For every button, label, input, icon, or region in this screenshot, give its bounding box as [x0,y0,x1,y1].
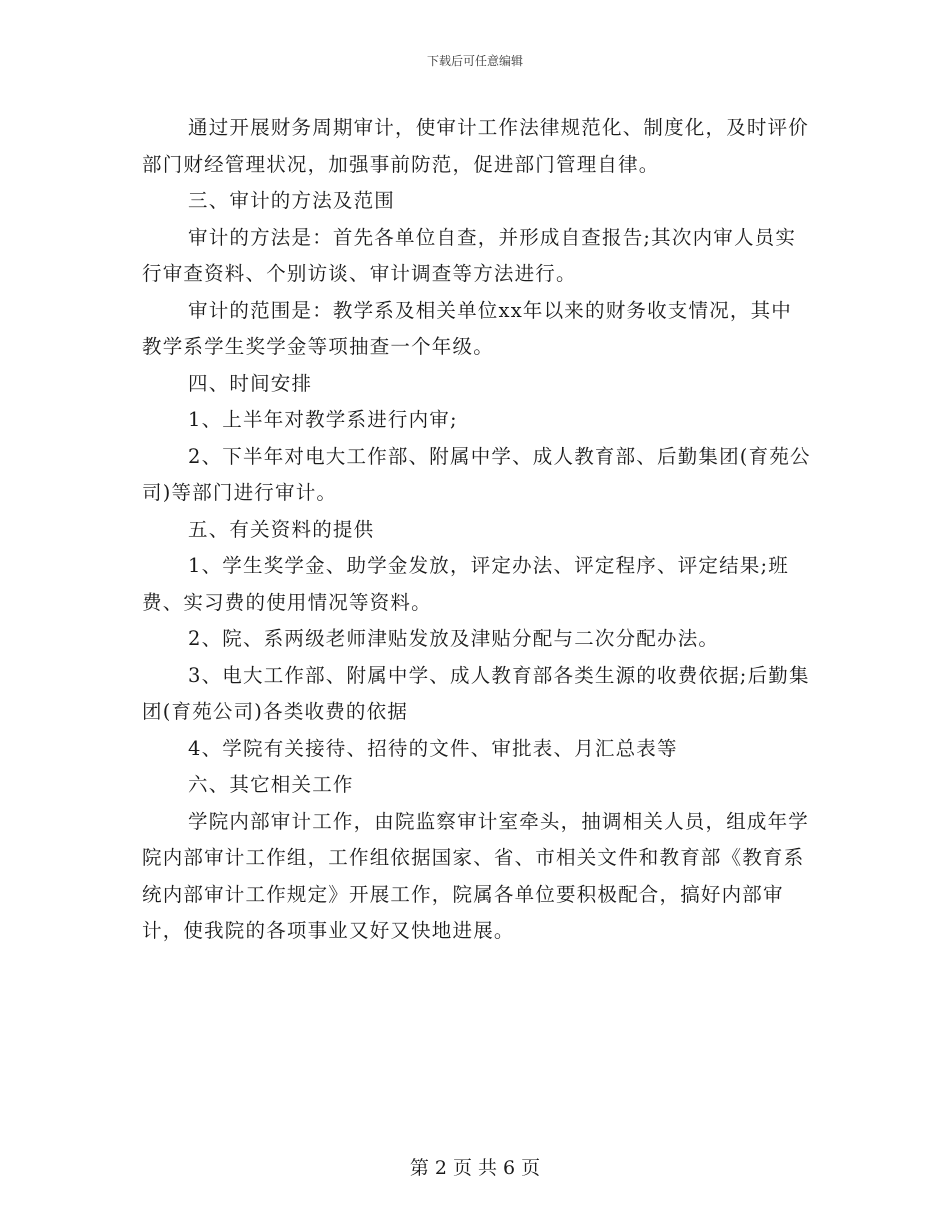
section-heading: 三、审计的方法及范围 [188,189,396,212]
document-body [142,110,812,950]
paragraph: 审计的方法是：首先各单位自查，并形成自查报告;其次内审人员实行审查资料、个别访谈、审计调查等方法进行。 [142,225,797,285]
paragraph: 审计的范围是：教学系及相关单位xx年以来的财务收支情况，其中教学系学生奖学金等项抽查一个年级。 [142,298,792,358]
section-heading: 四、时间安排 [188,371,313,395]
page-number-footer: 第 2 页 共 6 页 [409,1157,541,1179]
list-item: 2、下半年对电大工作部、附属中学、成人教育部、后勤集团(育苑公司)等部门进行审计。 [142,444,811,504]
list-item: 1、上半年对教学系进行内审; [188,408,458,431]
list-item: 2、院、系两级老师津贴发放及津贴分配与二次分配办法。 [188,627,720,650]
list-item: 4、学院有关接待、招待的文件、审批表、月汇总表等 [188,736,678,760]
section-heading: 五、有关资料的提供 [188,517,375,541]
section-heading: 六、其它相关工作 [188,773,354,796]
list-item: 3、电大工作部、附属中学、成人教育部各类生源的收费依据;后勤集团(育苑公司)各类收费的依据 [142,663,810,723]
page-header: 下载后可任意编辑 [426,54,523,68]
list-item: 1、学生奖学金、助学金发放，评定办法、评定程序、评定结果;班费、实习费的使用情况等资料。 [142,554,789,614]
paragraph: 学院内部审计工作，由院监察审计室牵头，抽调相关人员，组成年学院内部审计工作组，工作组依据国家、省、市相关文件和教育部《教育系统内部审计工作规定》开展工作，院属各单位要积极配合，搞好内部审计，使我院的各项事业又好又快地进展。 [142,809,810,942]
paragraph: 通过开展财务周期审计，使审计工作法律规范化、制度化，及时评价部门财经管理状况，加强事前防范，促进部门管理自律。 [142,116,810,176]
